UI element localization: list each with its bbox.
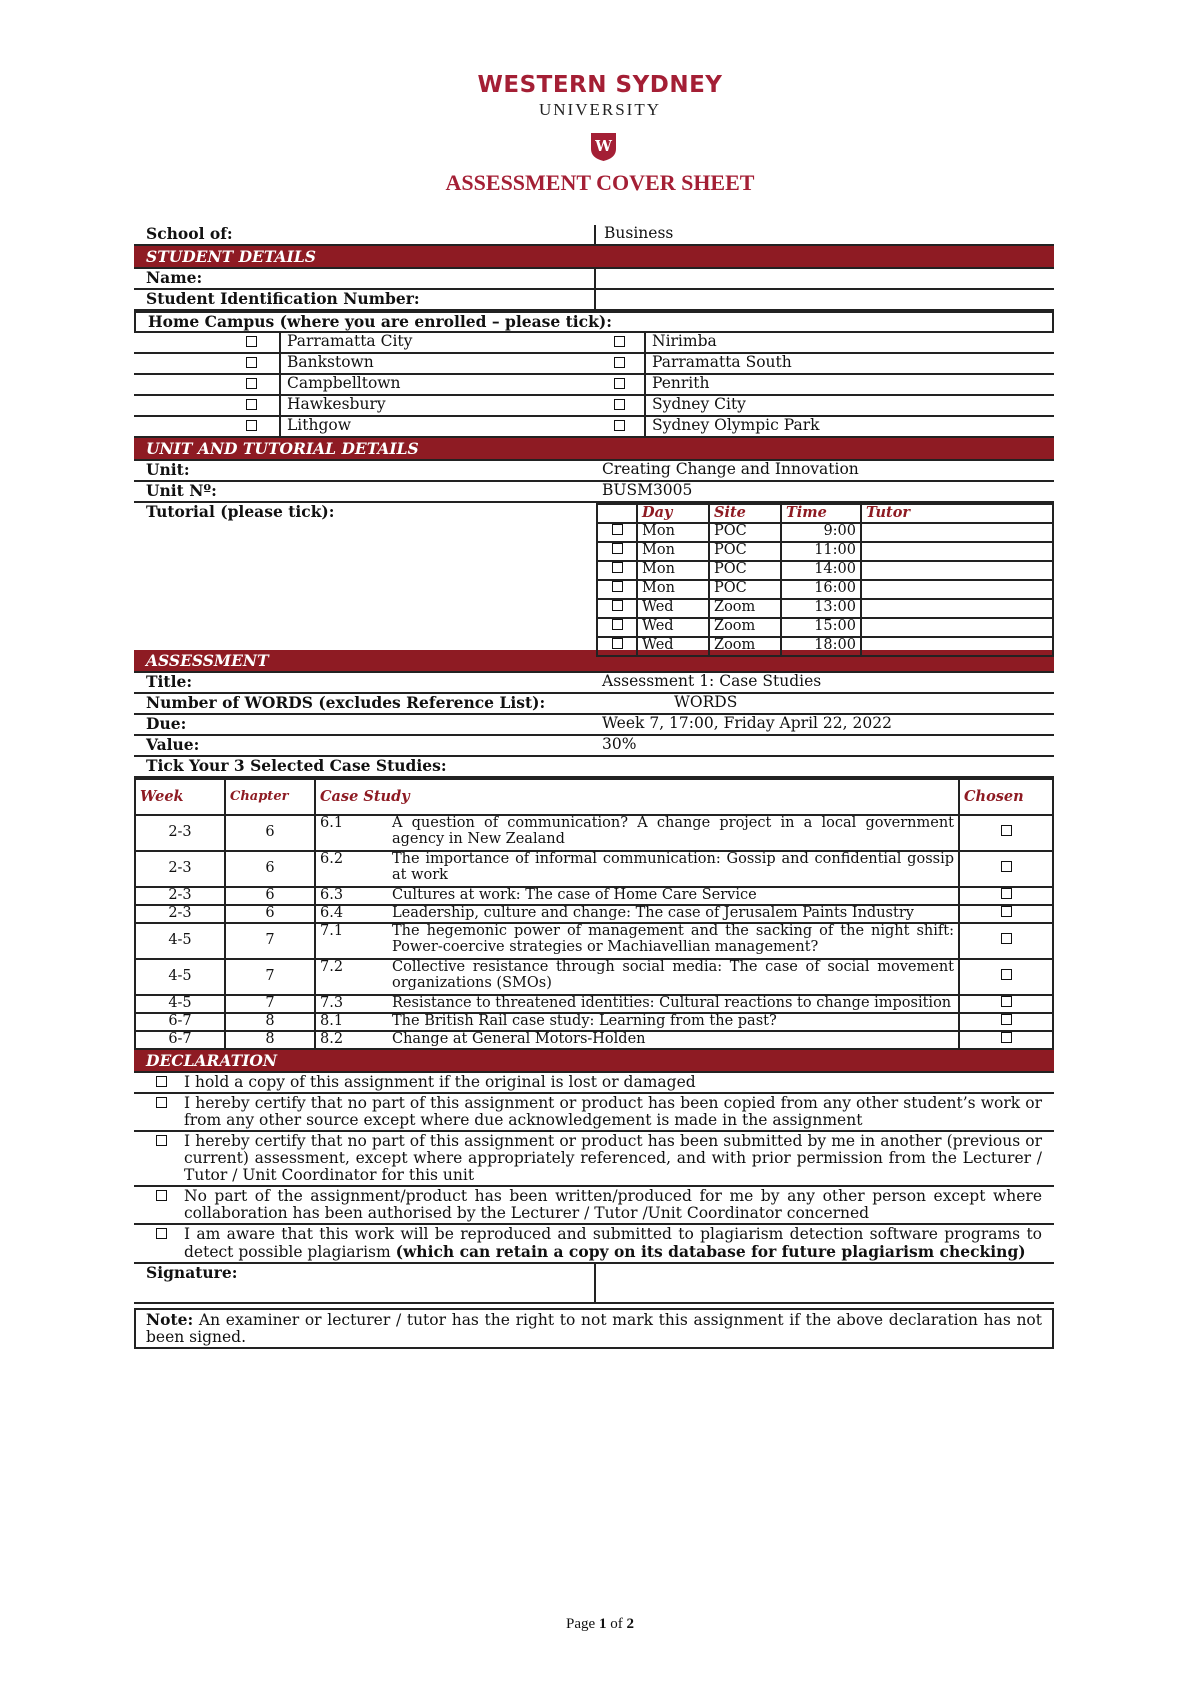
declaration-text: I am aware that this work will be reproduced and submitted to plagiarism detection software programs to detect possible plagiarism xyxy=(184,1225,1042,1262)
campus-row xyxy=(134,375,1054,396)
checkbox[interactable] xyxy=(1001,906,1012,917)
tutorial-label: Tutorial (please tick): xyxy=(146,502,335,521)
tut-tutor xyxy=(861,561,1053,580)
student-id-row xyxy=(134,290,1054,311)
case-study-row xyxy=(135,905,1053,923)
campus-name: Bankstown xyxy=(279,354,374,373)
checkbox[interactable] xyxy=(614,357,625,368)
cs-number: 7.1 xyxy=(320,922,344,939)
university-logo-sub: UNIVERSITY xyxy=(539,100,661,119)
checkbox[interactable] xyxy=(156,1135,167,1146)
checkbox[interactable] xyxy=(1001,969,1012,980)
case-study-row xyxy=(135,923,1053,959)
checkbox[interactable] xyxy=(614,420,625,431)
assessment-title-row xyxy=(134,673,1054,694)
campus-row xyxy=(134,333,1054,354)
tut-time: 15:00 xyxy=(781,618,861,637)
declaration-text: I hereby certify that no part of this assignment or product has been copied from any other student’s work or from any other source except where due acknowledgement is made in the assignment xyxy=(184,1093,1042,1129)
checkbox[interactable] xyxy=(1001,996,1012,1007)
tut-site: POC xyxy=(709,561,781,580)
page-word: Page xyxy=(566,1616,596,1632)
tut-tutor xyxy=(861,580,1053,599)
tick-case-studies-row xyxy=(134,757,1054,778)
cs-week: 4-5 xyxy=(135,923,225,959)
tutorial-row xyxy=(597,580,1053,599)
signature-row xyxy=(134,1264,1054,1304)
signature-field[interactable] xyxy=(594,1264,1056,1302)
cs-chapter: 8 xyxy=(225,1031,315,1049)
value-value: 30% xyxy=(602,735,637,753)
tut-time: 13:00 xyxy=(781,599,861,618)
declaration-text: I hereby certify that no part of this assignment or product has been submitted by me in another (previous or current) assessment, except where appropriately referenced, and with prior permission from the Lecturer / Tutor / Unit Coordinator for this unit xyxy=(184,1131,1042,1184)
tut-site: Zoom xyxy=(709,599,781,618)
cs-number: 6.2 xyxy=(320,851,344,867)
tut-day: Mon xyxy=(637,561,709,580)
university-shield-icon xyxy=(590,132,617,162)
cs-title: The British Rail case study: Learning from the past? xyxy=(392,1012,777,1029)
cs-header-chosen: Chosen xyxy=(959,779,1053,815)
tut-day: Wed xyxy=(637,618,709,637)
campus-name: Sydney City xyxy=(644,396,746,415)
student-id-field[interactable] xyxy=(594,290,1056,309)
tut-tutor xyxy=(861,523,1053,542)
declaration-item xyxy=(134,1094,1054,1132)
student-details-bar: STUDENT DETAILS xyxy=(134,246,1054,269)
checkbox[interactable] xyxy=(156,1097,167,1108)
checkbox[interactable] xyxy=(1001,1032,1012,1043)
tut-tutor xyxy=(861,542,1053,561)
tutorial-row xyxy=(597,599,1053,618)
tut-tutor xyxy=(861,618,1053,637)
case-study-row xyxy=(135,959,1053,995)
checkbox[interactable] xyxy=(1001,933,1012,944)
checkbox[interactable] xyxy=(156,1228,167,1239)
name-label: Name: xyxy=(146,268,203,287)
cs-header-case-study: Case Study xyxy=(315,779,959,815)
university-logo-name: WESTERN SYDNEY xyxy=(477,72,723,98)
tut-header-site: Site xyxy=(709,504,781,523)
due-label: Due: xyxy=(146,714,187,733)
tutorial-header-row xyxy=(597,504,1053,523)
cs-header-chapter: Chapter xyxy=(225,779,315,815)
cover-sheet-form xyxy=(134,225,1054,1349)
checkbox[interactable] xyxy=(1001,861,1012,872)
cs-week: 2-3 xyxy=(135,905,225,923)
tutorial-row xyxy=(597,637,1053,656)
case-study-row xyxy=(135,1031,1053,1049)
cs-title: The hegemonic power of management and the sacking of the night shift: Power-coercive strategies or Machiavellian management? xyxy=(392,922,954,955)
unit-value: Creating Change and Innovation xyxy=(602,460,859,478)
checkbox[interactable] xyxy=(1001,888,1012,899)
campus-list xyxy=(134,333,1054,438)
campus-name: Parramatta South xyxy=(644,354,792,373)
cs-title: Resistance to threatened identities: Cultural reactions to change imposition xyxy=(392,994,952,1011)
cs-number: 6.4 xyxy=(320,904,344,921)
cs-number: 7.3 xyxy=(320,994,344,1011)
tut-site: Zoom xyxy=(709,637,781,656)
checkbox[interactable] xyxy=(612,524,623,535)
checkbox[interactable] xyxy=(1001,825,1012,836)
cs-number: 7.2 xyxy=(320,958,344,975)
school-value: Business xyxy=(594,225,673,244)
checkbox[interactable] xyxy=(614,336,625,347)
case-study-row xyxy=(135,851,1053,887)
note-label: Note: xyxy=(146,1310,194,1330)
cs-title: A question of communication? A change project in a local government agency in New Zealand xyxy=(392,815,954,847)
tick-case-studies-label: Tick Your 3 Selected Case Studies: xyxy=(146,756,447,775)
unit-number-row xyxy=(134,482,1054,503)
tut-time: 9:00 xyxy=(781,523,861,542)
checkbox[interactable] xyxy=(246,378,257,389)
tut-day: Wed xyxy=(637,637,709,656)
cs-week: 6-7 xyxy=(135,1013,225,1031)
campus-name: Hawkesbury xyxy=(279,396,386,415)
tut-day: Mon xyxy=(637,542,709,561)
declaration-text: I hold a copy of this assignment if the original is lost or damaged xyxy=(184,1072,696,1091)
declaration-item xyxy=(134,1073,1054,1094)
declaration-item xyxy=(134,1187,1054,1225)
tutorial-section xyxy=(134,502,1054,653)
student-id-label: Student Identification Number: xyxy=(146,289,420,308)
case-study-row xyxy=(135,995,1053,1013)
cs-number: 6.3 xyxy=(320,887,344,903)
campus-row xyxy=(134,396,1054,417)
declaration-emphasis: (which can retain a copy on its database for future plagiarism checking) xyxy=(395,1242,1026,1262)
page-number: 1 xyxy=(598,1616,607,1632)
tutorial-row xyxy=(597,561,1053,580)
tutorial-row xyxy=(597,618,1053,637)
words-row xyxy=(134,694,1054,715)
cs-number: 6.1 xyxy=(320,815,344,831)
tut-time: 16:00 xyxy=(781,580,861,599)
checkbox[interactable] xyxy=(1001,1014,1012,1025)
value-row xyxy=(134,736,1054,757)
checkbox[interactable] xyxy=(246,336,257,347)
cs-chapter: 6 xyxy=(225,905,315,923)
page-title: ASSESSMENT COVER SHEET xyxy=(445,170,755,195)
assessment-bar: ASSESSMENT xyxy=(134,650,1054,673)
checkbox[interactable] xyxy=(612,562,623,573)
tut-day: Wed xyxy=(637,599,709,618)
case-study-header-row xyxy=(135,779,1053,815)
checkbox[interactable] xyxy=(612,619,623,630)
campus-name: Campbelltown xyxy=(279,375,401,394)
declaration-text: No part of the assignment/product has been written/produced for me by any other person except where collaboration has been authorised by the Lecturer / Tutor /Unit Coordinator concerned xyxy=(184,1186,1042,1223)
cs-number: 8.1 xyxy=(320,1012,344,1029)
case-study-row xyxy=(135,887,1053,905)
checkbox[interactable] xyxy=(246,357,257,368)
checkbox[interactable] xyxy=(612,600,623,611)
cs-header-week: Week xyxy=(135,779,225,815)
cs-week: 6-7 xyxy=(135,1031,225,1049)
cs-chapter: 6 xyxy=(225,851,315,887)
due-row xyxy=(134,715,1054,736)
cs-chapter: 7 xyxy=(225,923,315,959)
unit-label: Unit: xyxy=(146,460,190,479)
campus-row xyxy=(134,417,1054,438)
campus-row xyxy=(134,354,1054,375)
cs-title: Cultures at work: The case of Home Care Service xyxy=(392,887,757,903)
checkbox[interactable] xyxy=(156,1076,167,1087)
tut-header-tutor: Tutor xyxy=(861,504,1053,523)
school-row xyxy=(134,225,1054,246)
campus-name: Lithgow xyxy=(279,417,351,436)
tut-header-time: Time xyxy=(781,504,861,523)
note-text: An examiner or lecturer / tutor has the right to not mark this assignment if the above declaration has not been signed. xyxy=(146,1311,1042,1347)
campus-name: Sydney Olympic Park xyxy=(644,417,820,436)
signature-label: Signature: xyxy=(146,1263,238,1283)
cs-number: 8.2 xyxy=(320,1030,344,1047)
cs-title: Change at General Motors-Holden xyxy=(392,1030,646,1047)
tut-tutor xyxy=(861,599,1053,618)
checkbox[interactable] xyxy=(614,378,625,389)
cs-title: The importance of informal communication: Gossip and confidential gossip at work xyxy=(392,851,954,883)
cs-week: 4-5 xyxy=(135,959,225,995)
tut-day: Mon xyxy=(637,580,709,599)
cs-week: 2-3 xyxy=(135,815,225,851)
checkbox[interactable] xyxy=(156,1190,167,1201)
tutorial-row xyxy=(597,523,1053,542)
value-label: Value: xyxy=(146,735,200,754)
unit-details-bar: UNIT AND TUTORIAL DETAILS xyxy=(134,438,1054,461)
cs-chapter: 6 xyxy=(225,887,315,905)
note-box xyxy=(134,1308,1054,1349)
page-footer xyxy=(0,1616,1200,1633)
checkbox[interactable] xyxy=(614,399,625,410)
tut-site: POC xyxy=(709,580,781,599)
campus-name: Nirimba xyxy=(644,333,717,352)
tut-time: 14:00 xyxy=(781,561,861,580)
campus-name: Penrith xyxy=(644,375,709,394)
declaration-item xyxy=(134,1132,1054,1187)
campus-label: Home Campus (where you are enrolled – please tick): xyxy=(148,312,612,331)
words-value[interactable]: WORDS xyxy=(674,693,738,711)
cs-chapter: 6 xyxy=(225,815,315,851)
tut-time: 18:00 xyxy=(781,637,861,656)
tut-site: POC xyxy=(709,523,781,542)
tut-day: Mon xyxy=(637,523,709,542)
name-field[interactable] xyxy=(594,269,1056,288)
tut-site: POC xyxy=(709,542,781,561)
of-word: of xyxy=(610,1616,623,1632)
checkbox[interactable] xyxy=(246,399,257,410)
declaration-bar: DECLARATION xyxy=(134,1050,1054,1073)
tutorial-table xyxy=(596,503,1054,657)
checkbox[interactable] xyxy=(246,420,257,431)
tutorial-row xyxy=(597,542,1053,561)
words-label: Number of WORDS (excludes Reference List): xyxy=(146,693,546,712)
tut-site: Zoom xyxy=(709,618,781,637)
cs-week: 2-3 xyxy=(135,887,225,905)
checkbox[interactable] xyxy=(612,638,623,649)
svg-text:W: W xyxy=(595,137,612,155)
case-study-row xyxy=(135,1013,1053,1031)
unit-number-label: Unit Nº: xyxy=(146,481,217,500)
checkbox[interactable] xyxy=(612,543,623,554)
unit-row xyxy=(134,461,1054,482)
case-study-row xyxy=(135,815,1053,851)
page-total: 2 xyxy=(626,1616,634,1632)
unit-number-value: BUSM3005 xyxy=(602,481,693,499)
tut-time: 11:00 xyxy=(781,542,861,561)
campus-label-row xyxy=(134,311,1054,333)
cs-chapter: 7 xyxy=(225,959,315,995)
tut-header-day: Day xyxy=(637,504,709,523)
assessment-title-label: Title: xyxy=(146,672,193,691)
school-label: School of: xyxy=(146,224,233,243)
checkbox[interactable] xyxy=(612,581,623,592)
cs-title: Collective resistance through social media: The case of social movement organizations (SMOs) xyxy=(392,958,954,991)
cs-week: 4-5 xyxy=(135,995,225,1013)
name-row xyxy=(134,269,1054,290)
declaration-item xyxy=(134,1225,1054,1264)
campus-name: Parramatta City xyxy=(279,333,412,352)
due-value: Week 7, 17:00, Friday April 22, 2022 xyxy=(602,714,892,732)
cs-chapter: 7 xyxy=(225,995,315,1013)
cs-title: Leadership, culture and change: The case of Jerusalem Paints Industry xyxy=(392,904,914,921)
case-study-table xyxy=(134,778,1054,1050)
cs-week: 2-3 xyxy=(135,851,225,887)
assessment-title-value: Assessment 1: Case Studies xyxy=(602,672,822,690)
cs-chapter: 8 xyxy=(225,1013,315,1031)
tut-tutor xyxy=(861,637,1053,656)
